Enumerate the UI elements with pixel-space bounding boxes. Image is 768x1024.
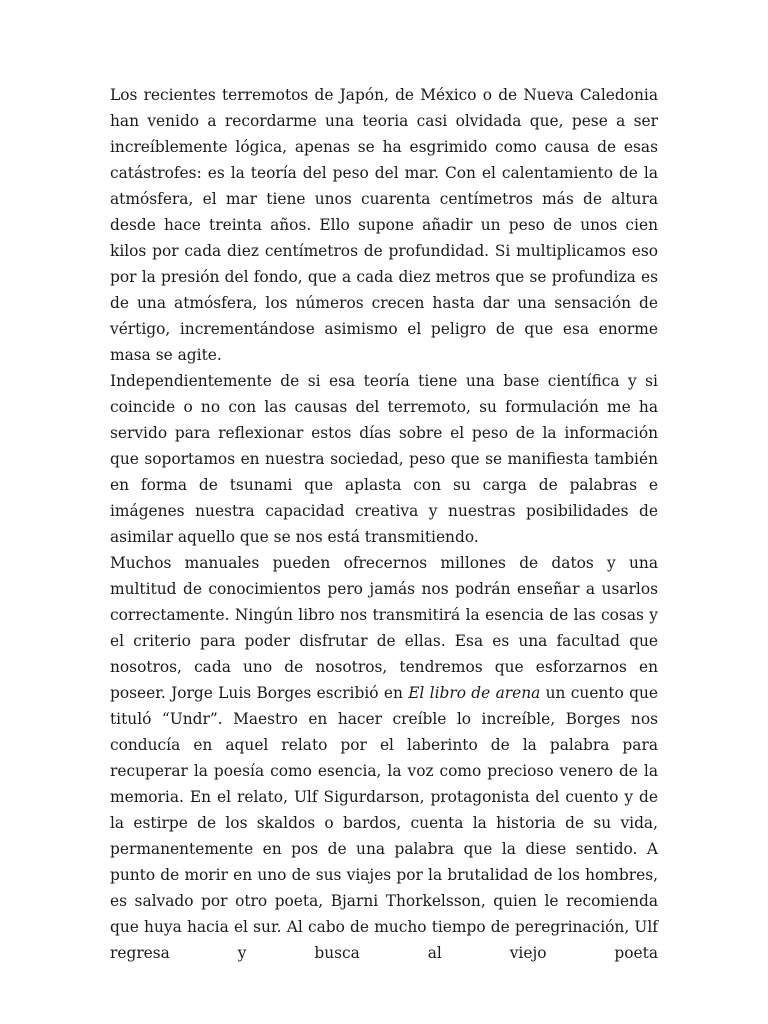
paragraph-borges-text-after: un cuento que tituló “Undr”. Maestro en hacer creíble lo increíble, Borges nos conducía en aquel relato por el laberinto de la palabra para recuperar la poesía como esencia, la voz como precioso venero de la memoria. En el relato, Ulf Sigurdarson, protagonista del cuento y de la estirpe de los skaldos o bardos, cuenta la historia de su vida, permanentemente en pos de una palabra que la diese sentido. A punto de morir en uno de sus viajes por la brutalidad de los hombres, es salvado por otro poeta, Bjarni Thorkelsson, quien le recomienda que huya hacia el sur. Al cabo de mucho tiempo de peregrinación, Ulf regresa y busca al viejo poeta	[110, 684, 658, 962]
paragraph-peso-informacion: Independientemente de si esa teoría tiene una base científica y si coincide o no con las causas del terremoto, su formulación me ha servido para reflexionar estos días sobre el peso de la información que soportamos en nuestra sociedad, peso que se manifiesta también en forma de tsunami que aplasta con su carga de palabras e imágenes nuestra capacidad creativa y nuestras posibilidades de asimilar aquello que se nos está transmitiendo.	[110, 372, 658, 546]
paragraph-terremotos: Los recientes terremotos de Japón, de México o de Nueva Caledonia han venido a recordarme una teoria casi olvidada que, pese a ser increíblemente lógica, apenas se ha esgrimido como causa de esas catástrofes: es la teoría del peso del mar. Con el calentamiento de la atmósfera, el mar tiene unos cuarenta centímetros más de altura desde hace treinta años. Ello supone añadir un peso de unos cien kilos por cada diez centímetros de profundidad. Si multiplicamos eso por la presión del fondo, que a cada diez metros que se profundiza es de una atmósfera, los números crecen hasta dar una sensación de vértigo, incrementándose asimismo el peligro de que esa enorme masa se agite.	[110, 86, 658, 364]
book-title-italic: El libro de arena	[408, 684, 541, 702]
document-body	[110, 82, 658, 966]
paragraph-borges-text-before: Muchos manuales pueden ofrecernos millones de datos y una multitud de conocimientos pero jamás nos podrán enseñar a usarlos correctamente. Ningún libro nos transmitirá la esencia de las cosas y el criterio para poder disfrutar de ellas. Esa es una facultad que nosotros, cada uno de nosotros, tendremos que esforzarnos en poseer. Jorge Luis Borges escribió en	[110, 554, 658, 702]
paragraph-borges	[110, 550, 658, 966]
